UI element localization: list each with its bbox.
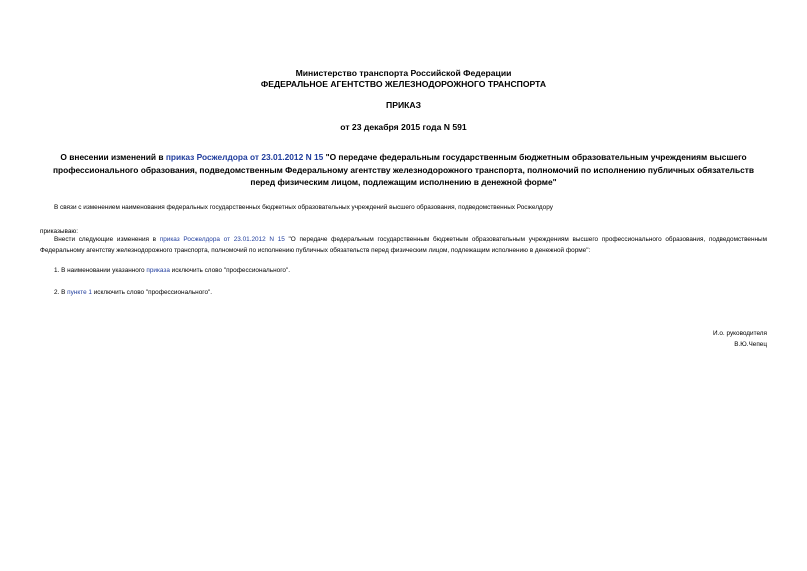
amendment-prefix: Внести следующие изменения в bbox=[54, 236, 160, 243]
amendment-item-1 bbox=[54, 266, 290, 277]
signatory-name: В.Ю.Чепец bbox=[734, 341, 767, 348]
item-2-rest: исключить слово "профессионального". bbox=[91, 289, 213, 296]
agency-name: ФЕДЕРАЛЬНОЕ АГЕНТСТВО ЖЕЛЕЗНОДОРОЖНОГО ТРАНСПОРТА bbox=[260, 79, 547, 89]
signature-block bbox=[713, 328, 767, 350]
subject-order-link[interactable]: приказ Росжелдора от 23.01.2012 N 15 bbox=[165, 152, 324, 162]
prikazyvayu-text: приказываю: bbox=[40, 228, 78, 235]
document-date-number: от 23 декабря 2015 года N 591 bbox=[340, 122, 467, 132]
document-type: ПРИКАЗ bbox=[386, 100, 421, 110]
amendment-rest: "О передаче федеральным государственным бюджетным образовательным учреждениям высшего профессионального образования, подведомственным Федеральному агентству железнодорожного транспорта, полномочий по исполнению публичных обязательств перед физическим лицом, подлежащим исполнению в денежной форме": bbox=[40, 236, 768, 254]
amendment-order-link[interactable]: приказ Росжелдора от 23.01.2012 N 15 bbox=[159, 236, 285, 243]
amendment-item-2 bbox=[54, 288, 212, 299]
document-subject bbox=[40, 151, 767, 189]
item-1-prefix: 1. В наименовании указанного bbox=[54, 267, 147, 274]
item-2-clause-link[interactable]: пункте 1 bbox=[67, 289, 92, 296]
item-1-order-link[interactable]: приказа bbox=[146, 267, 170, 274]
amendment-paragraph bbox=[40, 235, 767, 256]
signatory-title: И.о. руководителя bbox=[713, 330, 767, 337]
item-1-rest: исключить слово "профессионального". bbox=[169, 267, 290, 274]
subject-prefix: О внесении изменений в bbox=[60, 152, 166, 162]
preamble-paragraph: В связи с изменением наименования федеральных государственных бюджетных образовательных учреждений высшего образования, подведомственных Росжелдору bbox=[54, 204, 553, 211]
ministry-name: Министерство транспорта Российской Федерации bbox=[295, 68, 512, 78]
item-2-prefix: 2. В bbox=[54, 289, 68, 296]
subject-rest: "О передаче федеральным государственным бюджетным образовательным учреждениям высшего профессионального образования, подведомственным Федеральному агентству железнодорожного транспорта, полномочий по исполнению публичных обязательств перед физическим лицом, подлежащим исполнению в денежной форме" bbox=[52, 152, 755, 187]
